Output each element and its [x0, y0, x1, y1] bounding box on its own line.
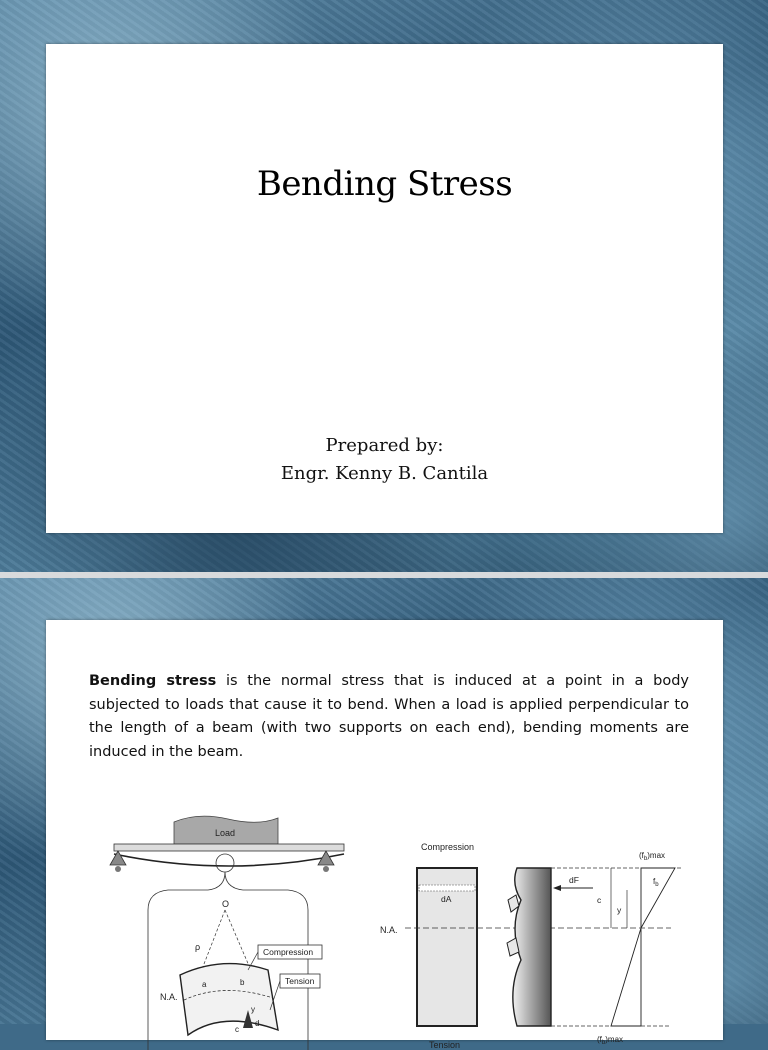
point-c: c [235, 1025, 239, 1034]
author-name: Engr. Kenny B. Cantila [280, 463, 489, 484]
author-block [46, 432, 723, 488]
slide-title: Bending Stress [256, 164, 513, 204]
point-y: y [251, 1005, 255, 1014]
definition-paragraph [89, 670, 689, 764]
slide-1-paper [46, 44, 723, 533]
na-right-label: N.A. [380, 925, 398, 935]
prepared-by-label: Prepared by: [325, 435, 444, 456]
dF-arrowhead [553, 885, 561, 891]
curved-segment [180, 964, 278, 1035]
c-label: c [597, 895, 602, 905]
rho-label: ρ [195, 942, 201, 952]
slide-2-paper [46, 620, 723, 1050]
tension-bottom-label: Tension [429, 1040, 461, 1050]
beam [114, 844, 344, 851]
dA-label: dA [441, 894, 452, 904]
stress-distribution-figure [371, 840, 691, 1050]
compression-label: Compression [263, 947, 314, 957]
deflected-beam-curve [114, 854, 344, 866]
compression-top-label: Compression [421, 842, 475, 852]
load-label: Load [215, 828, 236, 838]
fb-label: $f_b$ [653, 877, 659, 888]
tension-label: Tension [285, 976, 315, 986]
stress-triangle-top [641, 868, 675, 928]
dF-label: dF [569, 875, 579, 885]
fbmax-bottom-label: $(f_b)\max$ [597, 1035, 624, 1046]
slide-2-frame [0, 578, 768, 1050]
stress-triangle-bottom [611, 928, 641, 1026]
origin-label: O [222, 899, 230, 909]
na-label: N.A. [160, 992, 178, 1002]
left-support [110, 851, 126, 865]
cross-section [417, 868, 477, 1026]
right-support-roller [323, 866, 329, 872]
definition-text: is the normal stress that is induced at a point in a body subjected to loads that cause it to bend. When a load is applied perpendicular to the length of a beam (with two supports on each end), bending moments are induced in the beam. [89, 673, 690, 760]
beam-bending-figure [98, 810, 368, 1050]
left-support-roller [115, 866, 121, 872]
point-b: b [240, 978, 245, 987]
point-d: d [255, 1019, 260, 1028]
stress-gradient-bar [513, 868, 551, 1026]
fbmax-top-label: $(f_b)\max$ [639, 851, 666, 862]
point-a: a [202, 980, 207, 989]
zoom-circle [216, 854, 234, 872]
strip-dA [419, 885, 475, 891]
y-label: y [617, 905, 622, 915]
definition-term: Bending stress [89, 673, 217, 689]
